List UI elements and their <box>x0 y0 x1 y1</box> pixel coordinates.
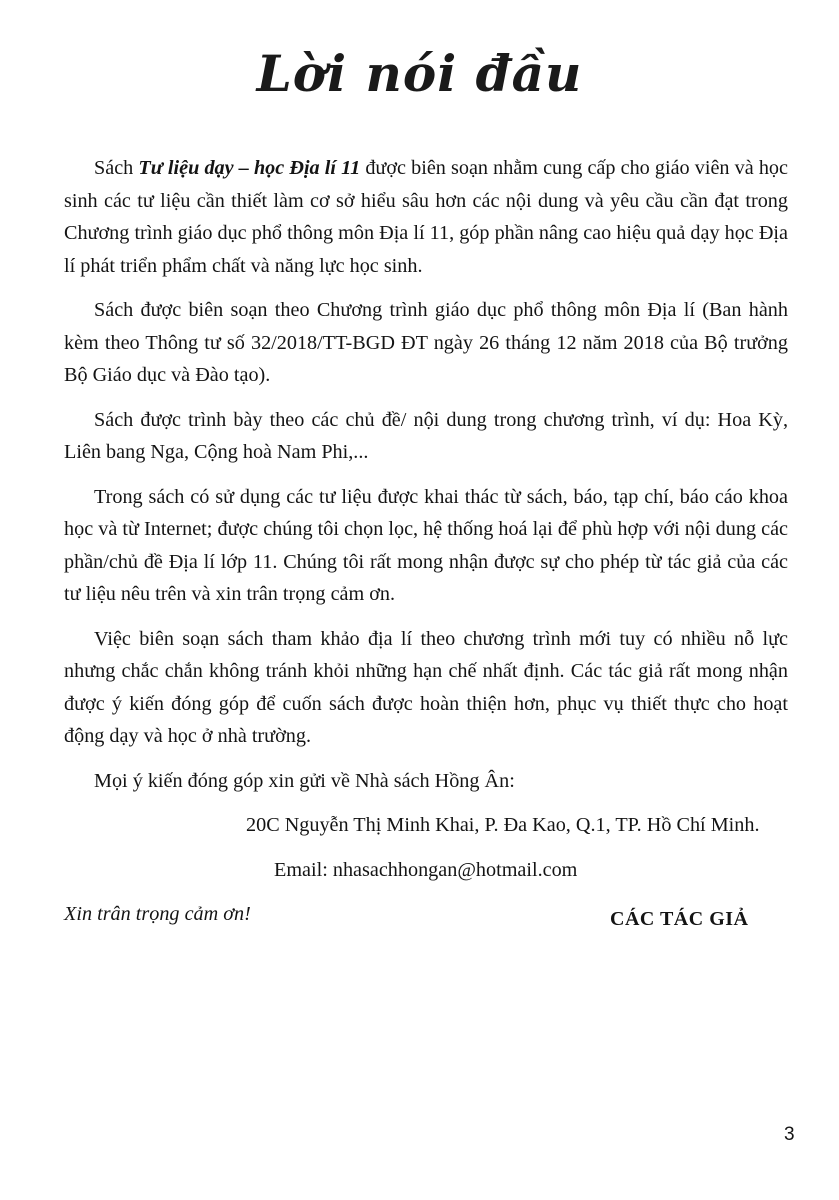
book-title-emphasis: Tư liệu dạy – học Địa lí 11 <box>138 157 361 179</box>
paragraph-2: Sách được biên soạn theo Chương trình giáo dục phổ thông môn Địa lí (Ban hành kèm theo Thông tư số 32/2018/TT-BGD ĐT ngày 26 tháng 12 năm 2018 của Bộ trưởng Bộ Giáo dục và Đào tạo). <box>64 299 788 386</box>
contact-email: Email: nhasachhongan@hotmail.com <box>274 858 578 881</box>
page-title: Lời nói đầu <box>256 44 583 103</box>
paragraph-3: Sách được trình bày theo các chủ đề/ nội dung trong chương trình, ví dụ: Hoa Kỳ, Liên bang Nga, Cộng hoà Nam Phi,... <box>64 408 788 463</box>
contact-intro: Mọi ý kiến đóng góp xin gửi về Nhà sách Hồng Ân: <box>94 769 515 792</box>
contact-address: 20C Nguyễn Thị Minh Khai, P. Đa Kao, Q.1, TP. Hồ Chí Minh. <box>246 814 760 836</box>
preface-body <box>64 152 788 931</box>
paragraph-1 <box>64 152 788 282</box>
closing-thanks: Xin trân trọng cảm ơn! <box>64 903 251 925</box>
paragraph-1-rest: được biên soạn nhằm cung cấp cho giáo viên và học sinh các tư liệu cần thiết làm cơ sở hiểu sâu hơn các nội dung và yêu cầu cần đạt trong Chương trình giáo dục phổ thông môn Địa lí 11, góp phần nâng cao hiệu quả dạy học Địa lí phát triển phẩm chất và năng lực học sinh. <box>64 157 788 277</box>
page-number: 3 <box>784 1124 795 1145</box>
paragraph-4: Trong sách có sử dụng các tư liệu được khai thác từ sách, báo, tạp chí, báo cáo khoa học và từ Internet; được chúng tôi chọn lọc, hệ thống hoá lại để phù hợp với nội dung các phần/chủ đề Địa lí lớp 11. Chúng tôi rất mong nhận được sự cho phép từ tác giả của các tư liệu nêu trên và xin trân trọng cảm ơn. <box>64 485 788 605</box>
paragraph-5: Việc biên soạn sách tham khảo địa lí theo chương trình mới tuy có nhiều nỗ lực nhưng chắc chắn không tránh khỏi những hạn chế nhất định. Các tác giả rất mong nhận được ý kiến đóng góp để cuốn sách được hoàn thiện hơn, phục vụ thiết thực cho hoạt động dạy và học ở nhà trường. <box>64 627 788 747</box>
paragraph-1-lead: Sách <box>94 157 139 179</box>
author-signature: CÁC TÁC GIẢ <box>610 908 749 930</box>
